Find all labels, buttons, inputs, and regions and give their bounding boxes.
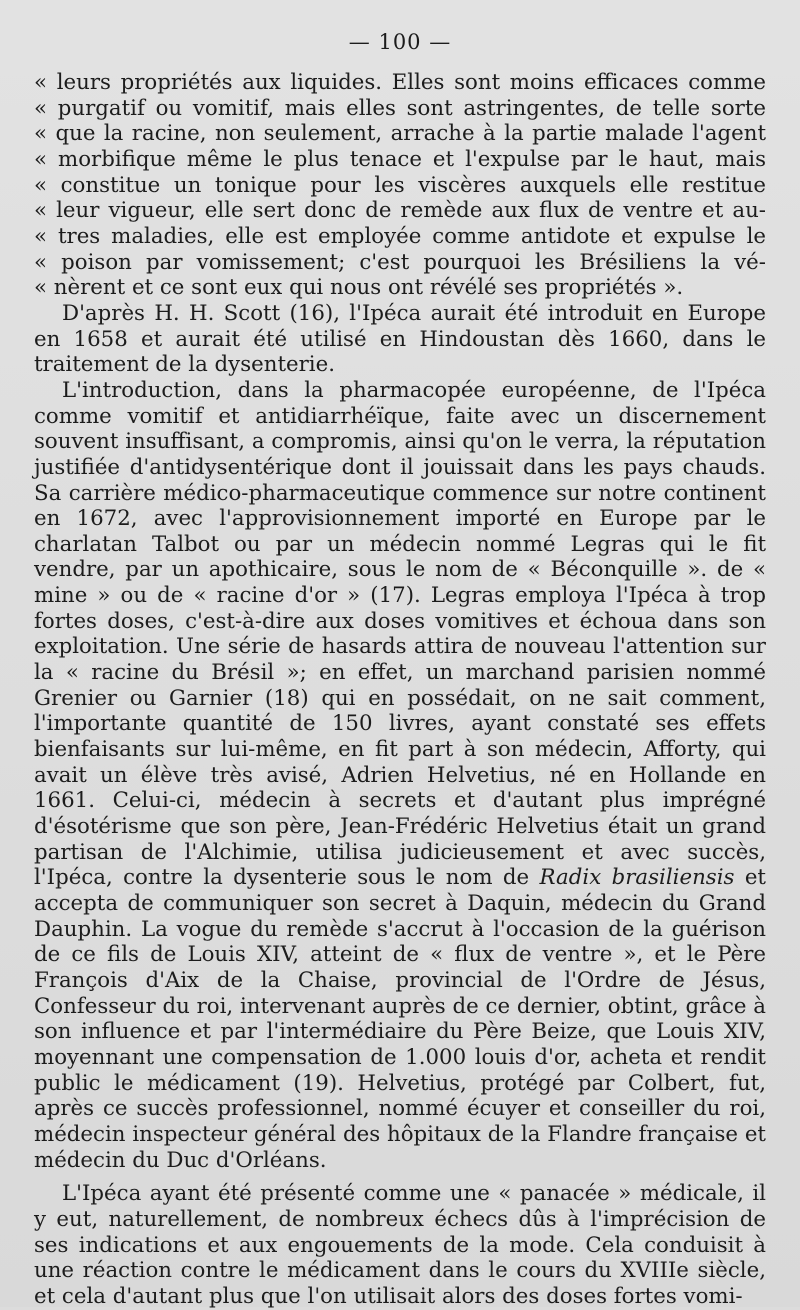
paragraph-panacee: L'Ipéca ayant été présenté comme une « panacée » médicale, il y eut, naturellement, de nombreux échecs dûs à l'imprécision de ses indications et aux engouements de la mode. Cela conduisit à une réaction contre le médicament dans le cours du XVIIIe siècle, et cela d'autant plus que l'on utilisait alors des doses fortes vomi- xyxy=(34,1181,766,1309)
italic-term: Radix brasiliensis xyxy=(539,865,735,891)
quote-block xyxy=(34,70,766,301)
page-number: — 100 — xyxy=(348,30,452,54)
quote-line: « purgatif ou vomitif, mais elles sont astringentes, de telle sorte xyxy=(34,95,766,121)
paragraph-text: et accepta de communiquer son secret à Daquin, médecin du Grand Dauphin. La vogue du remède s'accrut à l'occasion de la guérison de ce fils de Louis XIV, atteint de « flux de ventre », et le Père François d'Aix de la Chaise, provincial de l'Ordre de Jésus, Confesseur du roi, intervenant auprès de ce dernier, obtint, grâce à son influence et par l'intermédiaire du Père Beize, que Louis XIV, moyennant une compensation de 1.000 louis d'or, acheta et rendit public le médicament (19). Helvetius, protégé par Colbert, fut, après ce succès professionnel, nommé écuyer et conseiller du roi, médecin inspecteur général des hôpitaux de la Flandre française et médecin du Duc d'Orléans. xyxy=(34,865,766,1173)
quote-line: « leurs propriétés aux liquides. Elles sont moins efficaces comme xyxy=(34,70,766,95)
quote-line: « poison par vomissement; c'est pourquoi les Brésiliens la vé- xyxy=(34,249,766,275)
body-text xyxy=(34,70,766,1310)
paragraph-scott: D'après H. H. Scott (16), l'Ipéca aurait été introduit en Europe en 1658 et aurait été utilisé en Hindoustan dès 1660, dans le traitement de la dysenterie. xyxy=(34,300,766,378)
quote-line: « que la racine, non seulement, arrache à la partie malade l'agent xyxy=(34,121,766,147)
quote-line: « morbifique même le plus tenace et l'expulse par le haut, mais xyxy=(34,146,766,172)
quote-line: « leur vigueur, elle sert donc de remède aux flux de ventre et au- xyxy=(34,198,766,224)
quote-line: « constitue un tonique pour les viscères auxquels elle restitue xyxy=(34,172,766,198)
quote-line: « tres maladies, elle est employée comme antidote et expulse le xyxy=(34,223,766,249)
paragraph-text: L'introduction, dans la pharmacopée européenne, de l'Ipéca comme vomitif et antidiarrhéïque, faite avec un discernement souvent insuffisant, a compromis, ainsi qu'on le verra, la réputation justifiée d'antidysentérique dont il jouissait dans les pays chauds. Sa carrière médico-pharmaceutique commence sur notre continent en 1672, avec l'approvisionnement importé en Europe par le charlatan Talbot ou par un médecin nommé Legras qui le fit vendre, par un apothicaire, sous le nom de « Béconquille ». de « mine » ou de « racine d'or » (17). Legras employa l'Ipéca à trop fortes doses, c'est-à-dire aux doses vomitives et échoua dans son exploitation. Une série de hasards attira de nouveau l'attention sur la « racine du Brésil »; en effet, un marchand parisien nommé Grenier ou Garnier (18) qui en possédait, on ne sait comment, l'importante quantité de 150 livres, ayant constaté ses effets bienfaisants sur lui-même, en fit part à son médecin, Afforty, qui avait un élève très avisé, Adrien Helvetius, né en Hollande en 1661. Celui-ci, médecin à secrets et d'autant plus imprégné d'ésotérisme que son père, Jean-Frédéric Helvetius était un grand partisan de l'Alchimie, utilisa judicieusement et avec succès, l'Ipéca, contre la dysenterie sous le nom de xyxy=(34,377,766,891)
quote-line: « nèrent et ce sont eux qui nous ont révélé ses propriétés ». xyxy=(34,275,684,301)
paragraph-introduction xyxy=(34,378,766,1173)
